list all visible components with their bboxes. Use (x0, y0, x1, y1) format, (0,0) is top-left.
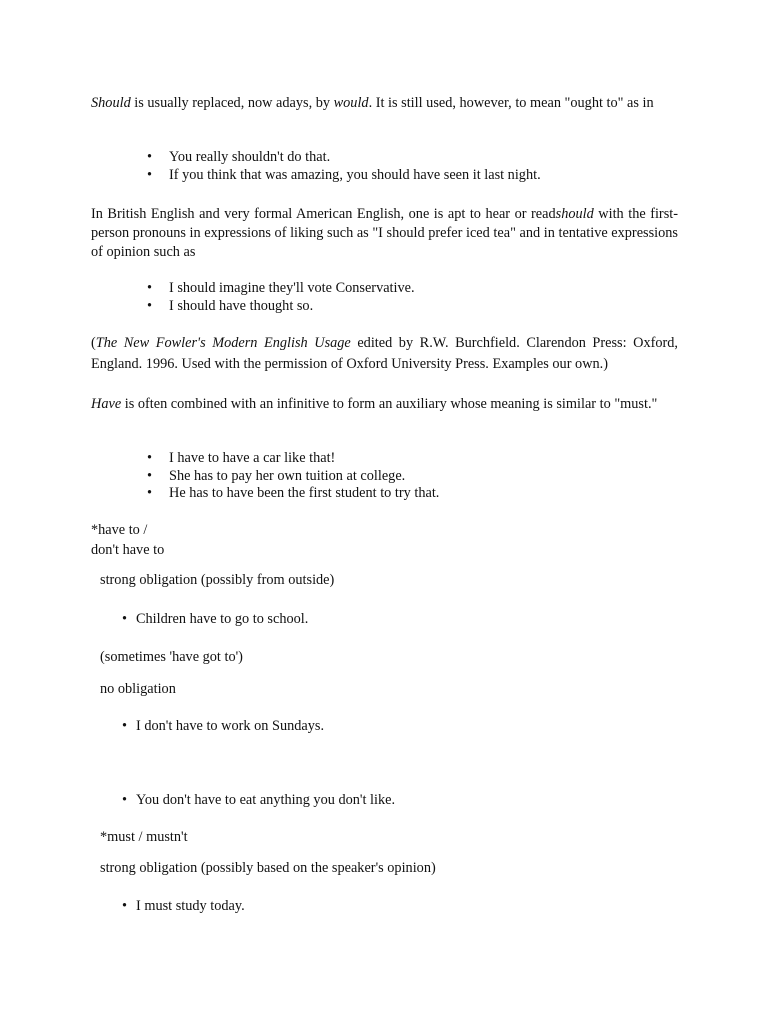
label-must-strong-obligation: strong obligation (possibly based on the speaker's opinion) (100, 860, 436, 876)
list-item: • He has to have been the first student to try that. (147, 485, 440, 501)
book-title: The New Fowler's Modern English Usage (95, 335, 351, 351)
paragraph-british-english: In British English and very formal American English, one is apt to hear or readshould with the first-person pronouns in expressions of liking such as "I should prefer iced tea" and in tentative expressions of opinion such as (91, 206, 678, 260)
example-list-should (147, 149, 541, 184)
example-list-british (147, 280, 415, 315)
list-item: • You really shouldn't do that. (147, 149, 331, 165)
note-have-got-to: (sometimes 'have got to') (100, 649, 243, 665)
term-should: Should (91, 95, 131, 111)
bullet-icon: • (147, 166, 153, 183)
example-list-must (122, 898, 245, 916)
bullet-icon: • (122, 611, 128, 627)
label-no-obligation: no obligation (100, 681, 176, 697)
paragraph-have: Have is often combined with an infinitive to form an auxiliary whose meaning is similar to "must." (91, 396, 658, 412)
list-item: • You don't have to eat anything you don't like. (122, 792, 396, 808)
list-item: • If you think that was amazing, you should have seen it last night. (147, 166, 541, 183)
bullet-icon: • (147, 149, 153, 165)
list-item: • She has to pay her own tuition at college. (147, 467, 406, 484)
list-item: • I must study today. (122, 898, 245, 914)
list-item: • I have to have a car like that! (147, 450, 336, 466)
example-list-have-to (122, 611, 309, 629)
example-list-no-obligation (122, 718, 325, 736)
list-item: • I should have thought so. (147, 297, 314, 314)
bullet-icon: • (147, 485, 153, 501)
term-have: Have (91, 396, 122, 412)
example-list-no-obligation-2 (122, 792, 396, 810)
term-should: should (555, 206, 594, 222)
label-strong-obligation: strong obligation (possibly from outside) (100, 572, 335, 588)
list-item: • Children have to go to school. (122, 611, 309, 627)
example-list-have (147, 450, 440, 503)
bullet-icon: • (147, 280, 153, 296)
bullet-icon: • (122, 792, 128, 808)
list-item: • I should imagine they'll vote Conservative. (147, 280, 415, 296)
bullet-icon: • (147, 450, 153, 466)
list-item: • I don't have to work on Sundays. (122, 718, 325, 734)
heading-must: *must / mustn't (100, 829, 188, 845)
citation-paragraph: (The New Fowler's Modern English Usage edited by R.W. Burchfield. Clarendon Press: Oxford, England. 1996. Used with the permission of Oxford University Press. Examples our own.) (91, 335, 679, 372)
bullet-icon: • (147, 297, 153, 314)
bullet-icon: • (122, 718, 128, 734)
term-would: would (333, 95, 369, 111)
bullet-icon: • (122, 898, 128, 914)
bullet-icon: • (147, 467, 153, 484)
heading-dont-have-to: don't have to (91, 542, 165, 558)
heading-have-to: *have to / (91, 522, 148, 538)
paragraph-should-replaced: Should is usually replaced, now adays, by would. It is still used, however, to mean "ought to" as in (91, 95, 654, 111)
